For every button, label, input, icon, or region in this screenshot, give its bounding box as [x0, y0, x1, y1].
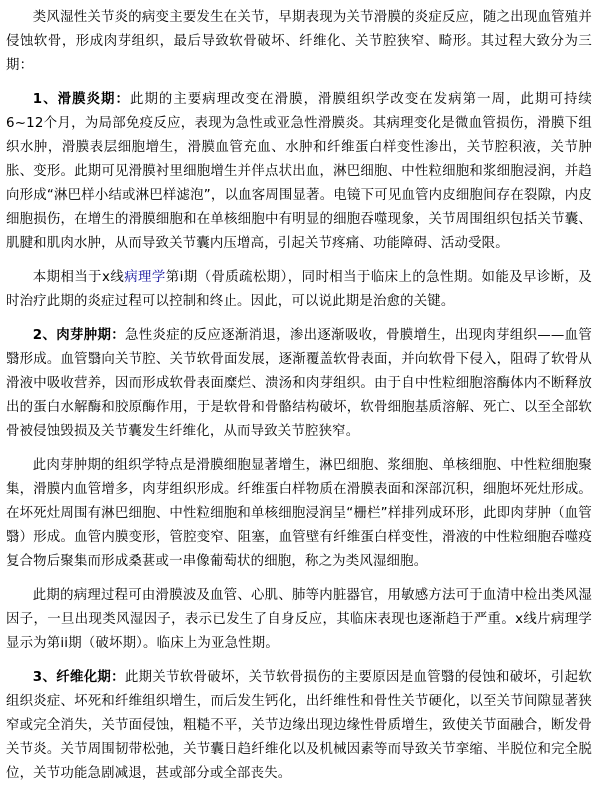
- stage1-heading: 1、滑膜炎期：: [32, 92, 130, 107]
- stage2-systemic-paragraph: 此期的病理过程可由滑膜波及血管、心肌、肺等内脏器官，用敏感方法可于血清中检出类风湿因子，一旦出现类风湿因子，表示已发生了自身反应，其临床表现也逐渐趋于严重。x线片病理学显示为第ii期（破坏期）。临床上为亚急性期。: [6, 588, 592, 651]
- stage1-paragraph: [6, 88, 592, 256]
- stage2-text: 急性炎症的反应逐渐消退，渗出逐渐吸收，骨膜增生，出现肉芽组织——血管翳形成。血管翳向关节腔、关节软骨面发展，逐渐覆盖软骨表面，并向软骨下侵入，阻碍了软骨从滑液中吸收营养，因而形成软骨表面糜烂、溃汤和肉芽组织。由于自中性粒细胞溶酶体内不断释放出的蛋白水解酶和胶原酶作用，于是软骨和骨骼结构破坏，软骨细胞基质溶解、死亡、以至全部软骨被侵蚀毁损及关节囊发生纤维化，从而导致关节腔狭窄。: [6, 328, 592, 439]
- stage2-heading: 2、肉芽肿期：: [32, 328, 125, 343]
- stage3-text: 此期关节软骨破坏，关节软骨损伤的主要原因是血管翳的侵蚀和破坏，引起软组织炎症、坏死和纤维组织增生，而后发生钙化，出纤维性和骨性关节硬化，以至关节间隙显著狭窄或完全消失，关节面侵蚀，粗糙不平，关节边缘出现边缘性骨质增生，致使关节面融合，断发骨关节炎。关节周围韧带松弛，关节囊日趋纤维化以及机械因素等而导致关节挛缩、半脱位和完全脱位，关节功能急剧减退，甚或部分或全部丧失。: [6, 670, 592, 781]
- stage1-note-pre: 本期相当于x线: [32, 270, 125, 285]
- intro-paragraph: 类风湿性关节炎的病变主要发生在关节，早期表现为关节滑膜的炎症反应，随之出现血管殖并侵蚀软骨，形成肉芽组织，最后导致软骨破坏、纤维化、关节腔狭窄、畸形。其过程大致分为三期：: [6, 10, 592, 73]
- stage1-note-paragraph: [6, 266, 592, 314]
- stage3-paragraph: [6, 666, 592, 786]
- stage3-heading: 3、纤维化期：: [32, 670, 125, 685]
- stage2-paragraph: [6, 324, 592, 444]
- pathology-link[interactable]: 病理学: [124, 270, 166, 285]
- stage2-histology-paragraph: 此肉芽肿期的组织学特点是滑膜细胞显著增生，淋巴细胞、浆细胞、单核细胞、中性粒细胞聚集，滑膜内血管增多，肉芽组织形成。纤维蛋白样物质在滑膜表面和深部沉积，细胞坏死灶形成。在坏死灶周围有淋巴细胞、中性粒细胞和单核细胞浸润呈“栅栏”样排列成环形，此即肉芽肿（血管翳）形成。血管内膜变形，管腔变窄、阻塞，血管壁有纤维蛋白样变性，滑液的中性粒细胞吞噬疫复合物后聚集而形成桑葚或一串像葡萄状的细胞，称之为类风湿细胞。: [6, 458, 592, 569]
- stage1-note-post: 第i期（骨质疏松期），同时相当于临床上的急性期。如能及早诊断，及时治疗此期的炎症过程可以控制和终止。因此，可以说此期是治愈的关键。: [6, 270, 593, 309]
- stage1-text: 此期的主要病理改变在滑膜，滑膜组织学改变在发病第一周，此期可持续6~12个月，为局部免疫反应，表现为急性或亚急性滑膜炎。其病理变化是微血管损伤，滑膜下组织水肿，滑膜表层细胞增生，滑膜血管充血、水肿和纤维蛋白样变性渗出，关节腔积液，关节肿胀、变形。此期可见滑膜衬里细胞增生并伴点状出血，淋巴细胞、中性粒细胞和浆细胞浸润，并趋向形成“淋巴样小结或淋巴样滤泡”，以血客周围显著。电镜下可见血管内皮细胞间存在裂隙，内皮细胞损伤，在增生的滑膜细胞和在单核细胞中有明显的细胞吞噬现象，关节周围组织包括关节囊、肌腱和肌肉水肿，从而导致关节囊内压增高，引起关节疼痛、功能障碍、活动受限。: [6, 92, 592, 251]
